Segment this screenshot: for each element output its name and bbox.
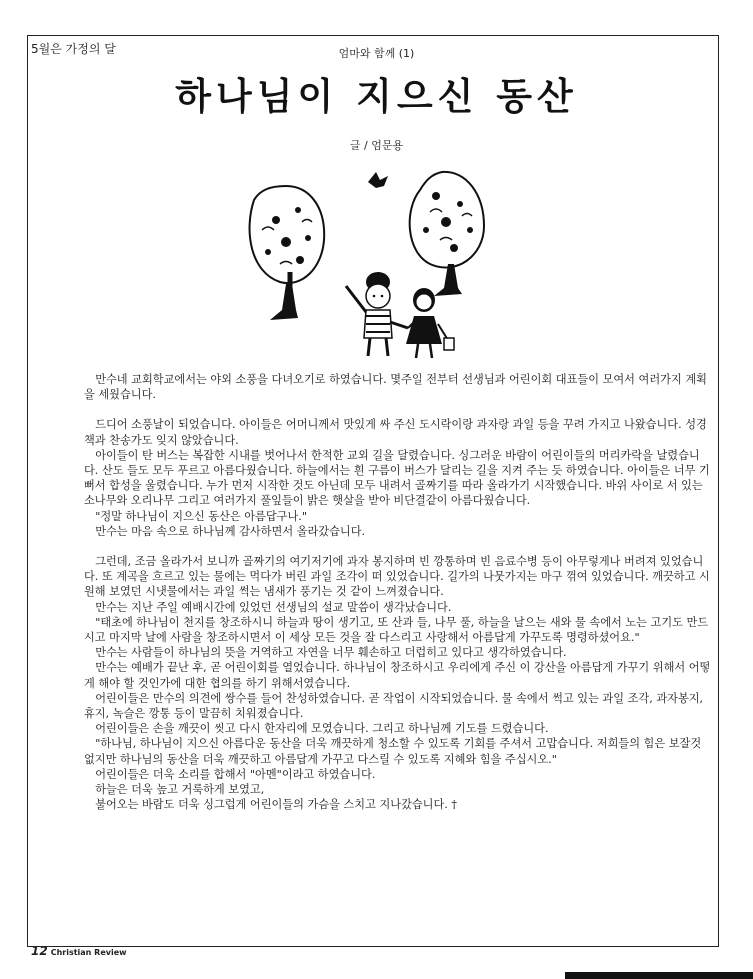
bird-icon [368,172,388,188]
boy-icon [346,272,408,356]
story-paragraph: "태초에 하나님이 천지를 창조하시니 하늘과 땅이 생기고, 또 산과 들, 나무 풀, 하늘을 날으는 새와 물 속에서 노는 고기도 만드시고 마지막 날에 사람을 창조하시면서 이 세상 모든 것을 잘 다스리고 사랑해서 아름답게 가꾸도록 명령하셨어요." [84,615,709,645]
story-body [84,372,714,812]
right-tree-icon [410,172,484,296]
section-label: 5월은 가정의 달 [31,42,116,56]
page-number: 12 [31,944,48,958]
story-paragraph: 만수는 사람들이 하나님의 뜻을 거역하고 자연을 너무 훼손하고 더럽히고 있다고 생각하였습니다. [95,646,567,660]
series-label: 엄마와 함께 (1) [338,47,415,60]
magazine-name: Christian Review [50,948,127,957]
story-paragraph: 하늘은 더욱 높고 거룩하게 보였고, [95,783,265,797]
story-paragraph: 불어오는 바람도 더욱 싱그럽게 어린이들의 가슴을 스치고 지나갔습니다. † [95,798,458,812]
page-footer [31,944,127,958]
trees-and-children-illustration [240,160,510,360]
story-paragraph: 만수네 교회학교에서는 야외 소풍을 다녀오기로 하였습니다. 몇주일 전부터 선생님과 어린이회 대표들이 모여서 여러가지 계획을 세웠습니다. [84,373,707,402]
story-paragraph: 어린이들은 만수의 의견에 쌍수를 들어 찬성하였습니다. 곧 작업이 시작되었습니다. 물 속에서 썩고 있는 과일 조각, 과자봉지, 휴지, 녹슬은 깡통 등이 말끔히 치워졌습니다. [84,691,704,721]
story-paragraph: 그런데, 조금 올라가서 보니까 골짜기의 여기저기에 과자 봉지하며 빈 깡통하며 빈 음료수병 등이 아무렇게나 버려져 있었습니다. 또 계곡을 흐르고 있는 물에는 먹다가 버린 과일 조각이 떠 있었습니다. 길가의 나뭇가지는 마구 꺾여 있었습니다. 깨끗하고 시원해 보였던 시냇물에서는 과일 썩는 냄새가 풍기는 것 같이 느껴졌습니다. [84,555,710,599]
left-tree-icon [250,186,325,320]
scan-edge-bar [565,972,753,979]
story-paragraph: 만수는 지난 주일 예배시간에 있었던 선생님의 설교 말씀이 생각났습니다. [95,600,452,614]
author-byline: 글 / 엄문용 [349,139,404,152]
story-paragraph: 아이들이 탄 버스는 복잡한 시내를 벗어나서 한적한 교외 길을 달렸습니다. 싱그러운 바람이 어린이들의 머리카락을 날렸습니다. 산도 들도 모두 푸르고 아름다웠습니다. 하늘에서는 흰 구름이 버스가 달리는 길을 지켜 주는 듯 하였습니다. 아이들은 너무 기뻐서 합성을 울렸습니다. 누가 먼저 시작한 것도 아닌데 모두 내려서 골짜기를 따라 올라가기 시작했습니다. 바위 사이로 서 있는 소나무와 오리나무 그리고 여러가지 풀잎들이 밝은 햇살을 받아 비단결같이 아름다웠습니다. [84,448,710,508]
story-paragraph: 만수는 예배가 끝난 후, 곧 어린이회를 열었습니다. 하나님이 창조하시고 우리에게 주신 이 강산을 아름답게 가꾸기 위해서 어떻게 해야 할 것인가에 대한 협의를 하기 위해서였습니다. [84,661,711,690]
story-paragraph: 만수는 마음 속으로 하나님께 감사하면서 올라갔습니다. [95,524,366,538]
story-paragraph: "정말 하나님이 지으신 동산은 아름답구나." [95,509,307,523]
story-paragraph: 어린이들은 더욱 소리를 합해서 "아멘"이라고 하였습니다. [95,767,376,781]
page-title: 하나님이 지으신 동산 [175,74,578,118]
story-paragraph: 어린이들은 손을 깨끗이 씻고 다시 한자리에 모였습니다. 그리고 하나님께 기도를 드렸습니다. [95,722,549,736]
story-paragraph: "하나님, 하나님이 지으신 아름다운 동산을 더욱 깨끗하게 청소할 수 있도록 기회를 주셔서 고맙습니다. 저희들의 힘은 보잘것 없지만 하나님의 동산을 더욱 깨끗하고 아름답게 가꾸고 다스릴 수 있도록 지혜와 힘을 주십시오." [84,737,702,766]
story-paragraph: 드디어 소풍날이 되었습니다. 아이들은 어머니께서 맛있게 싸 주신 도시락이랑 과자랑 과일 등을 꾸려 가지고 나왔습니다. 성경책과 찬송가도 잊지 않았습니다. [84,418,707,447]
girl-icon [406,288,454,358]
